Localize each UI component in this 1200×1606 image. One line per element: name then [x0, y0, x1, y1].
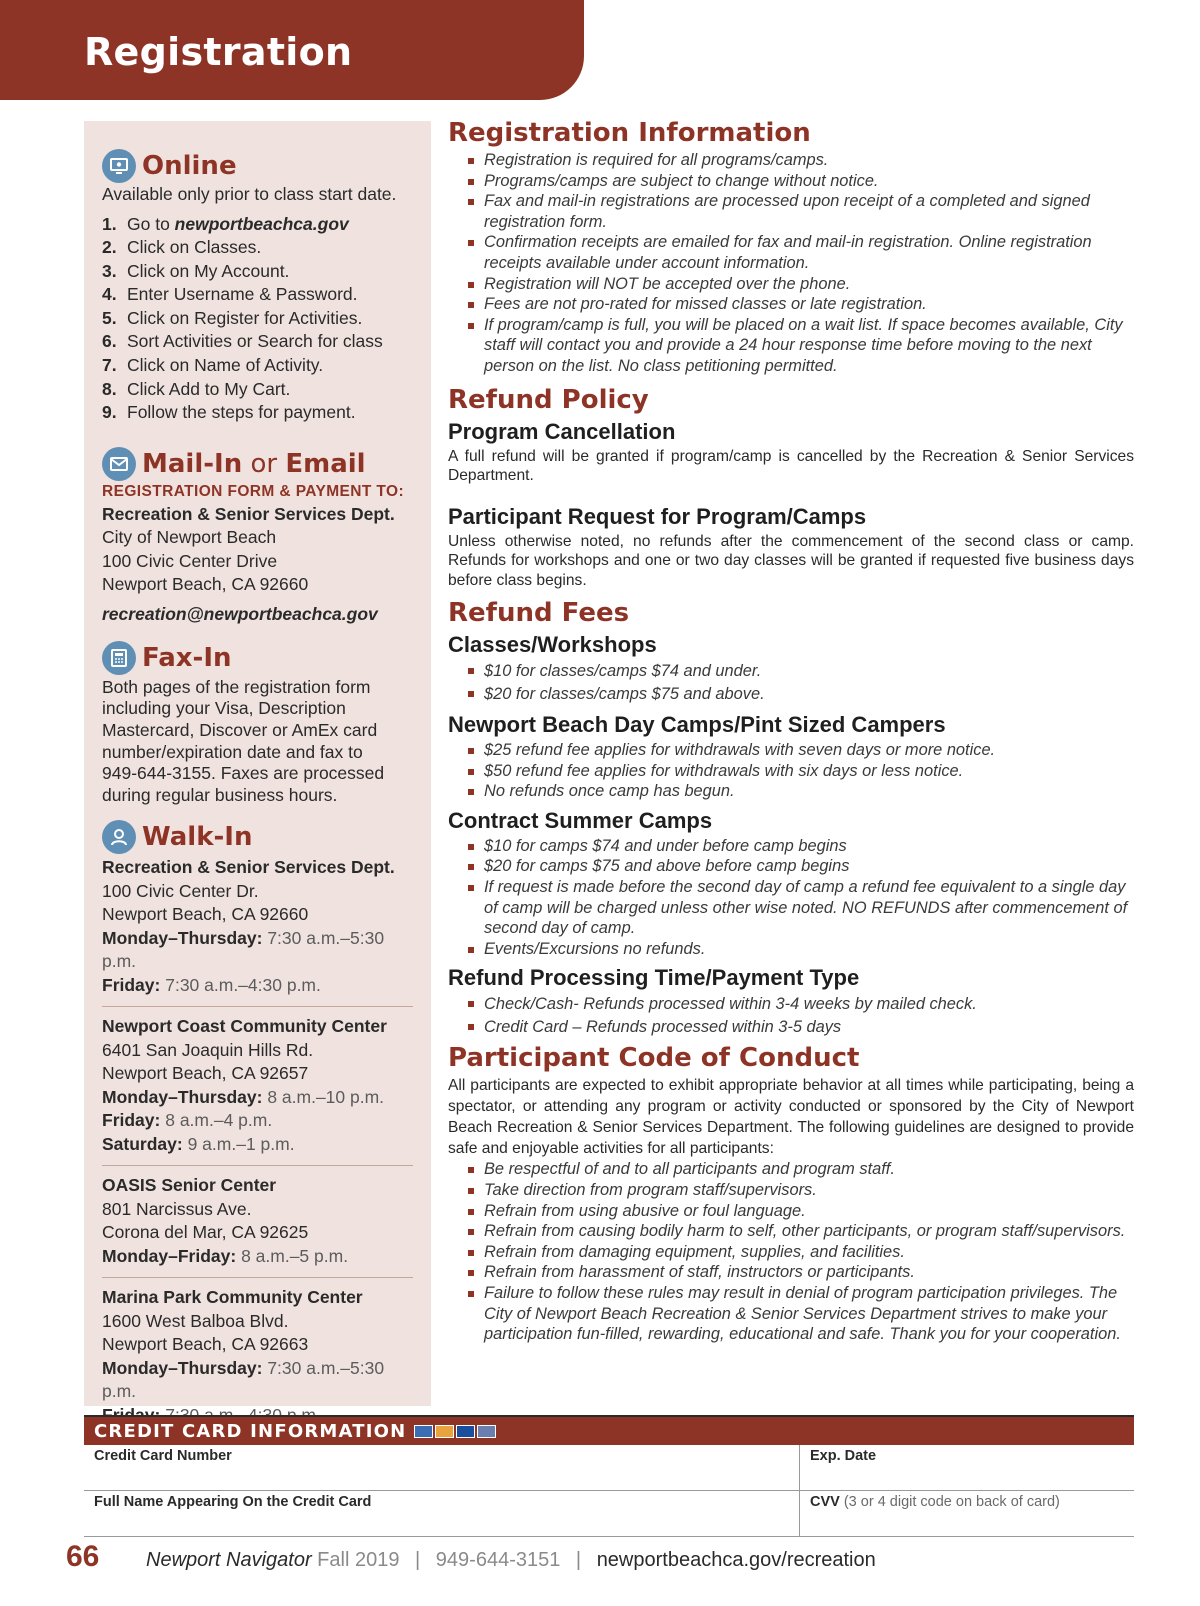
step-item: [102, 330, 413, 354]
location-block: [102, 1174, 413, 1268]
conduct-item: Be respectful of and to all participants and program staff.: [468, 1159, 1134, 1180]
registration-information: [448, 116, 1134, 377]
card-logo-3-icon: [456, 1425, 475, 1438]
conduct-item: Failure to follow these rules may result in denial of program participation privileges. The City of Newport Beach Recreation & Senior Services Department strives to make your participation fun-filled, rewarding, educational and safe. Thank you for your cooperation.: [468, 1283, 1134, 1345]
card-logos-icon: [414, 1425, 496, 1438]
step-number: 5.: [102, 307, 117, 328]
location-hours: [102, 1133, 413, 1157]
location-name: Marina Park Community Center: [102, 1287, 363, 1308]
refund-policy-title: Refund Policy: [448, 384, 649, 415]
location-address: Newport Beach, CA 92663: [102, 1334, 309, 1355]
conduct-item: Refrain from using abusive or foul language.: [468, 1201, 1134, 1222]
conduct-item: Refrain from damaging equipment, supplies, and facilities.: [468, 1242, 1134, 1263]
location-address: 801 Narcissus Ave.: [102, 1198, 252, 1219]
walk-locations: [102, 856, 413, 1427]
step-number: 2.: [102, 237, 117, 258]
step-number: 7.: [102, 355, 117, 376]
online-intro: Available only prior to class start date.: [102, 184, 397, 204]
reg-info-list: [448, 150, 1134, 377]
hours-label: Monday–Thursday:: [102, 1357, 263, 1378]
mail-icon: [102, 447, 136, 481]
card-logo-4-icon: [477, 1425, 496, 1438]
day-camps-title: Newport Beach Day Camps/Pint Sized Campers: [448, 712, 946, 738]
header-tab: [0, 0, 584, 100]
classes-list: [448, 660, 1134, 706]
reg-info-title: Registration Information: [448, 118, 811, 148]
mail-dept: Recreation & Senior Services Dept.: [102, 503, 395, 524]
reg-info-item: Confirmation receipts are emailed for fax and mail-in registration. Online registration receipts available under account information.: [468, 232, 1134, 273]
hours-label: Monday–Thursday:: [102, 1086, 263, 1107]
reg-info-item: Programs/camps are subject to change without notice.: [468, 171, 1134, 192]
walk-section: [102, 820, 413, 1427]
location-block: [102, 856, 413, 997]
step-item: [102, 213, 413, 237]
cc-row-name: [84, 1491, 1134, 1537]
card-logo-1-icon: [414, 1425, 433, 1438]
mail-line3: Newport Beach, CA 92660: [102, 574, 309, 595]
classes-title: Classes/Workshops: [448, 632, 657, 658]
code-of-conduct: [448, 1041, 1134, 1344]
publication-name: Newport Navigator: [146, 1549, 312, 1571]
step-item: [102, 354, 413, 378]
hours-value: 8 a.m.–5 p.m.: [236, 1245, 349, 1266]
reg-info-item: Registration is required for all programs/camps.: [468, 150, 1134, 171]
refund-fees-title: Refund Fees: [448, 598, 630, 629]
card-logo-2-icon: [435, 1425, 454, 1438]
location-name: Recreation & Senior Services Dept.: [102, 857, 395, 878]
exp-date-field[interactable]: Exp. Date: [810, 1448, 877, 1464]
day-camps-list: [448, 740, 1134, 802]
step-number: 6.: [102, 331, 117, 352]
contract-camps-item: If request is made before the second day of camp a refund fee equivalent to a single day of camp will be charged unless other wise noted. NO REFUNDS after commencement of second day of camp.: [468, 877, 1134, 939]
step-text: Click on My Account.: [127, 260, 290, 281]
conduct-list: [448, 1159, 1134, 1344]
mail-section: [102, 447, 413, 625]
step-item: [102, 307, 413, 331]
program-cancellation-title: Program Cancellation: [448, 418, 676, 444]
main-content: [448, 116, 1134, 1345]
refund-fees: [448, 596, 1134, 1039]
processing-item: Credit Card – Refunds processed within 3-5 days: [468, 1016, 1134, 1039]
page-title: Registration: [84, 30, 353, 74]
step-item: [102, 283, 413, 307]
location-hours: [102, 1357, 413, 1404]
classes-item: $10 for classes/camps $74 and under.: [468, 660, 1134, 683]
step-number: 8.: [102, 378, 117, 399]
credit-card-title: CREDIT CARD INFORMATION: [94, 1420, 407, 1442]
hours-label: Saturday:: [102, 1133, 183, 1154]
location-hours: [102, 974, 413, 998]
credit-card-form: [84, 1415, 1134, 1537]
location-address: 100 Civic Center Dr.: [102, 880, 259, 901]
step-item: [102, 378, 413, 402]
conduct-intro: All participants are expected to exhibit appropriate behavior at all times while participating, being a spectator, or attending any program or activity conducted or sponsored by the City of Newport Beach Recreation & Senior Services Department. The following guidelines are designed to provide safe and enjoyable activities for all participants:: [448, 1077, 1134, 1158]
hours-label: Friday:: [102, 1110, 161, 1131]
reg-info-item: Registration will NOT be accepted over the phone.: [468, 274, 1134, 295]
issue: Fall 2019: [311, 1549, 400, 1571]
location-address: Corona del Mar, CA 92625: [102, 1222, 309, 1243]
location-address: 6401 San Joaquin Hills Rd.: [102, 1039, 314, 1060]
conduct-title: Participant Code of Conduct: [448, 1043, 860, 1074]
fax-title: Fax-In: [142, 642, 232, 673]
online-title: Online: [142, 151, 237, 181]
location-name: Newport Coast Community Center: [102, 1016, 387, 1037]
online-steps: [102, 213, 413, 425]
step-number: 4.: [102, 284, 117, 305]
day-camps-item: $25 refund fee applies for withdrawals with seven days or more notice.: [468, 740, 1134, 761]
classes-item: $20 for classes/camps $75 and above.: [468, 683, 1134, 706]
participant-request-text: Unless otherwise noted, no refunds after the commencement of the second class or camp. Refunds for workshops and one or two day classes will be granted if requested five business days before class begins.: [448, 532, 1134, 589]
contract-camps-item: $20 for camps $75 and above before camp begins: [468, 856, 1134, 877]
footer: [66, 1540, 1136, 1574]
mail-caption: REGISTRATION FORM & PAYMENT TO:: [102, 482, 405, 500]
conduct-item: Refrain from causing bodily harm to self, other participants, or program staff/supervisors.: [468, 1221, 1134, 1242]
footer-url[interactable]: newportbeachca.gov/recreation: [596, 1549, 876, 1571]
refund-policy: [448, 383, 1134, 591]
location-hours: [102, 1245, 413, 1269]
online-section: [102, 149, 413, 425]
contract-camps-list: [448, 836, 1134, 960]
conduct-item: Take direction from program staff/supervisors.: [468, 1180, 1134, 1201]
location-block: [102, 1286, 413, 1427]
location-divider: [102, 1006, 413, 1007]
location-address: Newport Beach, CA 92660: [102, 904, 309, 925]
hours-value: 7:30 a.m.–5:30 p.m.: [102, 1357, 385, 1402]
step-text: Go to: [127, 213, 175, 234]
step-item: [102, 260, 413, 284]
location-divider: [102, 1165, 413, 1166]
step-item: [102, 401, 413, 425]
hours-label: Monday–Thursday:: [102, 927, 263, 948]
person-icon: [102, 820, 136, 854]
step-text: Enter Username & Password.: [127, 284, 358, 305]
location-address: 1600 West Balboa Blvd.: [102, 1310, 289, 1331]
step-text: Click on Name of Activity.: [127, 355, 324, 376]
step-item: [102, 236, 413, 260]
hours-value: 9 a.m.–1 p.m.: [182, 1133, 295, 1154]
fax-section: [102, 641, 413, 807]
contract-camps-title: Contract Summer Camps: [448, 807, 713, 833]
step-number: 1.: [102, 213, 117, 234]
cvv-field[interactable]: CVV (3 or 4 digit code on back of card): [810, 1494, 1060, 1510]
fax-icon: [102, 641, 136, 675]
step-text: Click on Classes.: [127, 237, 262, 258]
walk-title: Walk-In: [142, 822, 253, 853]
reg-info-item: Fees are not pro-rated for missed classes or late registration.: [468, 294, 1134, 315]
hours-value: 7:30 a.m.–4:30 p.m.: [160, 974, 321, 995]
step-text: Follow the steps for payment.: [127, 402, 356, 423]
location-hours: [102, 1109, 413, 1133]
monitor-icon: [102, 149, 136, 183]
day-camps-item: No refunds once camp has begun.: [468, 781, 1134, 802]
location-hours: [102, 1086, 413, 1110]
location-hours: [102, 927, 413, 974]
location-name: OASIS Senior Center: [102, 1175, 277, 1196]
cardholder-name-field[interactable]: Full Name Appearing On the Credit Card: [84, 1491, 800, 1536]
participant-request-title: Participant Request for Program/Camps: [448, 503, 867, 529]
card-number-field[interactable]: Credit Card Number: [84, 1445, 800, 1490]
step-text: Sort Activities or Search for class: [127, 331, 383, 352]
program-cancellation-text: A full refund will be granted if program/camp is cancelled by the Recreation & Senior Services Department.: [448, 447, 1134, 485]
day-camps-item: $50 refund fee applies for withdrawals with six days or less notice.: [468, 761, 1134, 782]
step-text: Click on Register for Activities.: [127, 307, 363, 328]
cc-row-number: [84, 1445, 1134, 1491]
hours-value: 8 a.m.–10 p.m.: [262, 1086, 385, 1107]
mail-line1: City of Newport Beach: [102, 527, 277, 548]
page-number: 66: [66, 1540, 100, 1573]
location-address: Newport Beach, CA 92657: [102, 1063, 309, 1084]
hours-label: Friday:: [102, 974, 161, 995]
footer-text: Newport Navigator Fall 2019 | 949-644-3151 | newportbeachca.gov/recreation: [146, 1549, 876, 1571]
reg-info-item: Fax and mail-in registrations are processed upon receipt of a completed and signed registration form.: [468, 191, 1134, 232]
step-number: 3.: [102, 260, 117, 281]
location-divider: [102, 1277, 413, 1278]
step-link[interactable]: newportbeachca.gov: [174, 213, 349, 234]
sidebar: [84, 121, 431, 1406]
footer-phone[interactable]: 949-644-3151: [435, 1549, 561, 1571]
fax-text: Both pages of the registration form including your Visa, Description Mastercard, Discover or AmEx card number/expiration date and fax to 949-644-3155. Faxes are processed during regular business hours.: [102, 676, 385, 805]
step-text: Click Add to My Cart.: [127, 378, 291, 399]
step-number: 9.: [102, 402, 117, 423]
contract-camps-item: Events/Excursions no refunds.: [468, 939, 1134, 960]
reg-info-item: If program/camp is full, you will be placed on a wait list. If space becomes available, City staff will contact you and provide a 24 hour response time before moving to the next person on the list. No class petitioning permitted.: [468, 315, 1134, 377]
processing-item: Check/Cash- Refunds processed within 3-4 weeks by mailed check.: [468, 993, 1134, 1016]
contract-camps-item: $10 for camps $74 and under before camp begins: [468, 836, 1134, 857]
mail-line2: 100 Civic Center Drive: [102, 550, 278, 571]
processing-title: Refund Processing Time/Payment Type: [448, 965, 860, 991]
processing-list: [448, 993, 1134, 1039]
email-link[interactable]: recreation@newportbeachca.gov: [102, 603, 378, 624]
credit-card-bar: [84, 1415, 1134, 1445]
hours-value: 7:30 a.m.–5:30 p.m.: [102, 927, 385, 972]
location-block: [102, 1015, 413, 1156]
hours-label: Monday–Friday:: [102, 1245, 237, 1266]
mail-title: Mail-In or Email: [142, 448, 366, 479]
conduct-item: Refrain from harassment of staff, instructors or participants.: [468, 1262, 1134, 1283]
hours-value: 8 a.m.–4 p.m.: [160, 1110, 273, 1131]
